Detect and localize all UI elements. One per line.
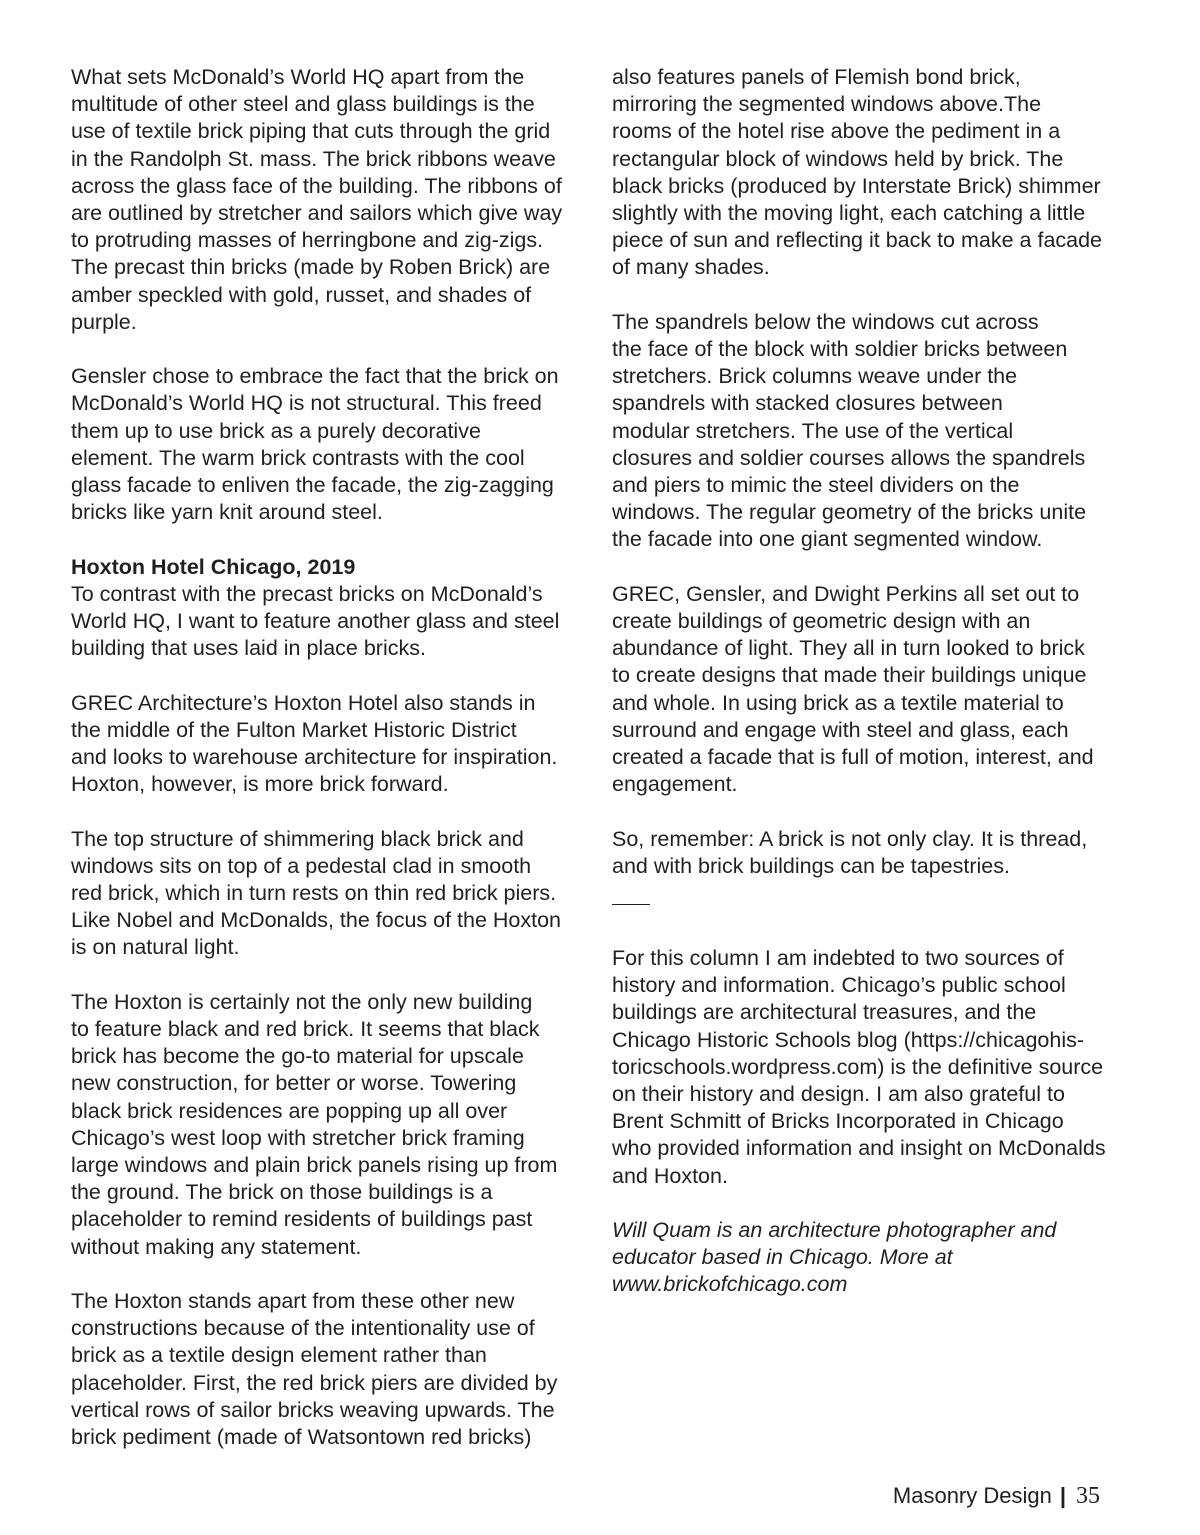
page-number: 35 [1076,1483,1100,1509]
right-column [612,64,1137,1326]
paragraph-remember: So, remember: A brick is not only clay. It is thread, and with brick buildings can be tapestries. [612,826,1088,878]
section-divider [612,904,650,905]
paragraph-gensler-decorative: Gensler chose to embrace the fact that the brick on McDonald’s World HQ is not structural. This freed them up to use brick as a purely decorative element. The warm brick contrasts with the cool glass facade to enliven the facade, the zig-zagging bricks like yarn knit around steel. [71,364,559,525]
paragraph-grec-hoxton: GREC Architecture’s Hoxton Hotel also stands in the middle of the Fulton Market Historic District and looks to warehouse architecture for inspiration. Hoxton, however, is more brick forward. [71,690,558,797]
publication-name: Masonry Design [892,1483,1052,1508]
footer-separator: | [1059,1483,1066,1508]
paragraph-hoxton-contrast: To contrast with the precast bricks on McDonald’s World HQ, I want to feature another glass and steel building that uses laid in place bricks. [71,581,560,661]
section-heading-hoxton: Hoxton Hotel Chicago, 2019 [71,554,356,579]
left-column [71,64,591,1478]
paragraph-flemish-bond: also features panels of Flemish bond brick, mirroring the segmented windows above.The rooms of the hotel rise above the pediment in a rectangular block of windows held by brick. The black bricks (produced by Interstate Brick) shimmer slightly with the moving light, each catching a little piece of sun and reflecting it back to make a facade of many shades. [612,65,1103,280]
paragraph-mcdonalds-piping: What sets McDonald’s World HQ apart from the multitude of other steel and glass buildings is the use of textile brick piping that cuts through the grid in the Randolph St. mass. The brick ribbons weave across the glass face of the building. The ribbons of are outlined by stretcher and sailors which give way to protruding masses of herringbone and zig-zigs. The precast thin bricks (made by Roben Brick) are amber speckled with gold, russet, and shades of purple. [71,65,563,334]
paragraph-geometric-design: GREC, Gensler, and Dwight Perkins all set out to create buildings of geometric design with an abundance of light. They all in turn looked to brick to create designs that made their buildings unique and whole. In using brick as a textile material to surround and engage with steel and glass, each created a facade that is full of motion, interest, and engagement. [612,581,1094,797]
paragraph-hoxton-apart: The Hoxton stands apart from these other new constructions because of the intentionality use of brick as a textile design element rather than placeholder. First, the red brick piers are divided by vertical rows of sailor bricks weaving upwards. The brick pediment (made of Watsontown red bricks) [71,1289,558,1450]
author-bio: Will Quam is an architecture photographer and educator based in Chicago. More at www.brickofchicago.com [612,1218,1057,1297]
page-footer [893,1483,1100,1510]
paragraph-spandrels: The spandrels below the windows cut across the face of the block with soldier bricks between stretchers. Brick columns weave under the spandrels with stacked closures between modular stretchers. The use of the vertical closures and soldier courses allows the spandrels and piers to mimic the steel dividers on the windows. The regular geometry of the bricks unite the facade into one giant segmented window. [612,309,1087,552]
paragraph-top-structure: The top structure of shimmering black brick and windows sits on top of a pedestal clad in smooth red brick, which in turn rests on thin red brick piers. Like Nobel and McDonalds, the focus of the Hoxton is on natural light. [71,826,562,960]
paragraph-black-red-brick: The Hoxton is certainly not the only new building to feature black and red brick. It seems that black brick has become the go-to material for upscale new construction, for better or worse. Towering black brick residences are popping up all over Chicago’s west loop with stretcher brick framing large windows and plain brick panels rising up from the ground. The brick on those buildings is a placeholder to remind residents of buildings past without making any statement. [71,989,558,1259]
paragraph-acknowledgements: For this column I am indebted to two sources of history and information. Chicago’s public school buildings are architectural treasures, and the Chicago Historic Schools blog (https://chicagohis- toricschools.wordpress.com) is the definitive source on their history and design. I am also grateful to Brent Schmitt of Bricks Incorporated in Chicago who provided information and insight on McDonalds and Hoxton. [612,946,1106,1188]
